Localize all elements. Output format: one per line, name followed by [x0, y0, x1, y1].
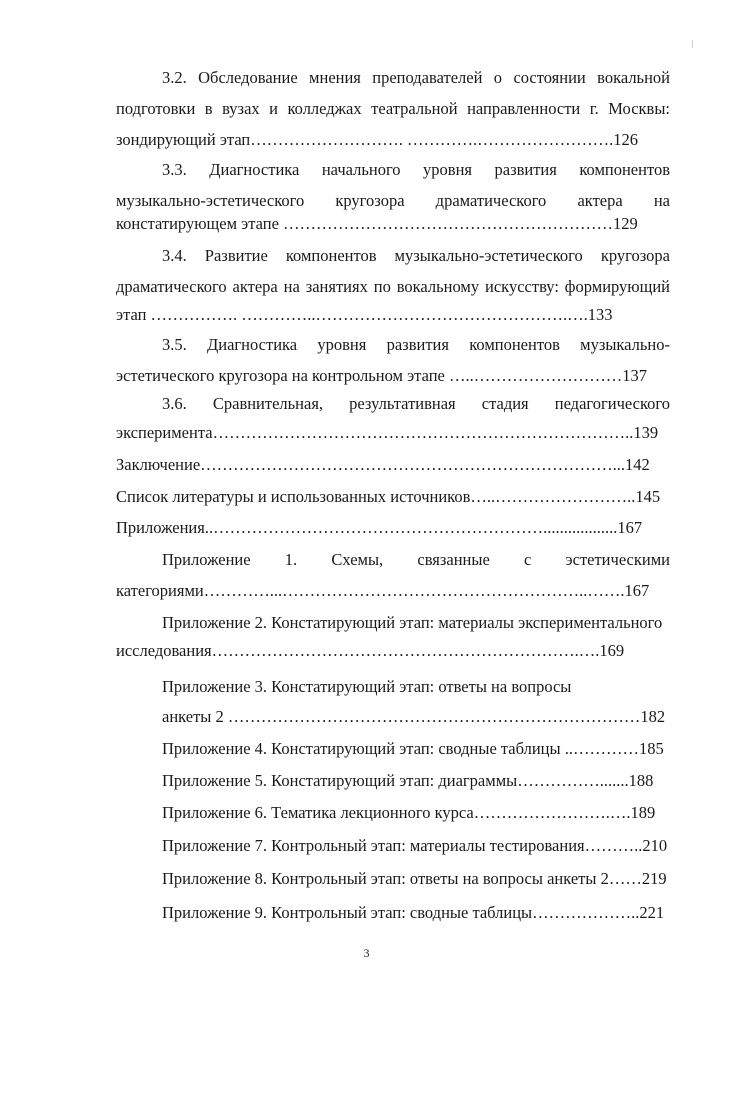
toc-line: 3.2. Обследование мнения преподавателей о состоянии вокальной	[162, 68, 670, 87]
toc-line: драматического актера на занятиях по вокальному искусству: формирующий	[116, 277, 670, 296]
toc-line: эстетического кругозора на контрольном этапе …..………………………137	[116, 366, 647, 385]
toc-line: Список литературы и использованных источников…..……………………..145	[116, 487, 661, 506]
toc-line: подготовки в вузах и колледжах театральной направленности г. Москвы:	[116, 99, 670, 118]
toc-line: эксперимента…………………………………………………………………..139	[116, 423, 659, 442]
toc-line: Приложение 3. Констатирующий этап: ответы на вопросы	[162, 677, 572, 696]
toc-line: Приложение 6. Тематика лекционного курса…………………….….189	[162, 803, 656, 822]
toc-line: Приложение 4. Констатирующий этап: сводные таблицы ..…………185	[162, 739, 664, 758]
toc-line: зондирующий этап………………………. ………….…………………….126	[116, 130, 639, 149]
toc-line: этап ……………. …………..……………………………………….….133	[116, 305, 613, 324]
page-number: 3	[363, 946, 370, 960]
toc-line: исследования………………………………………………………….….169	[116, 641, 625, 660]
toc-line: 3.3. Диагностика начального уровня развития компонентов	[162, 160, 670, 179]
toc-line: Приложение 5. Констатирующий этап: диаграммы…………….......188	[162, 771, 654, 790]
toc-line: констатирующем этапе ……………………………………………………129	[116, 214, 638, 233]
toc-line: Приложение 9. Контрольный этап: сводные таблицы………………..221	[162, 903, 665, 922]
toc-line: музыкально-эстетического кругозора драматического актера на	[116, 191, 670, 210]
toc-line: 3.6. Сравнительная, результативная стадия педагогического	[162, 394, 670, 413]
scan-mark	[692, 40, 693, 48]
toc-line: Приложение 1. Схемы, связанные с эстетическими	[162, 550, 670, 569]
toc-line: категориями…………...………………………………………………..…….167	[116, 581, 650, 600]
toc-line: Приложения..……………………………………………………..................167	[116, 518, 643, 537]
toc-line: Приложение 2. Констатирующий этап: материалы экспериментального	[162, 613, 663, 632]
toc-line: Приложение 8. Контрольный этап: ответы на вопросы анкеты 2……219	[162, 869, 667, 888]
toc-line: Заключение…………………………………………………………………...142	[116, 455, 650, 474]
toc-line: анкеты 2 …………………………………………………………………182	[162, 707, 666, 726]
toc-line: 3.5. Диагностика уровня развития компонентов музыкально-	[162, 335, 670, 354]
toc-line: Приложение 7. Контрольный этап: материалы тестирования………..210	[162, 836, 668, 855]
toc-line: 3.4. Развитие компонентов музыкально-эстетического кругозора	[162, 246, 670, 265]
